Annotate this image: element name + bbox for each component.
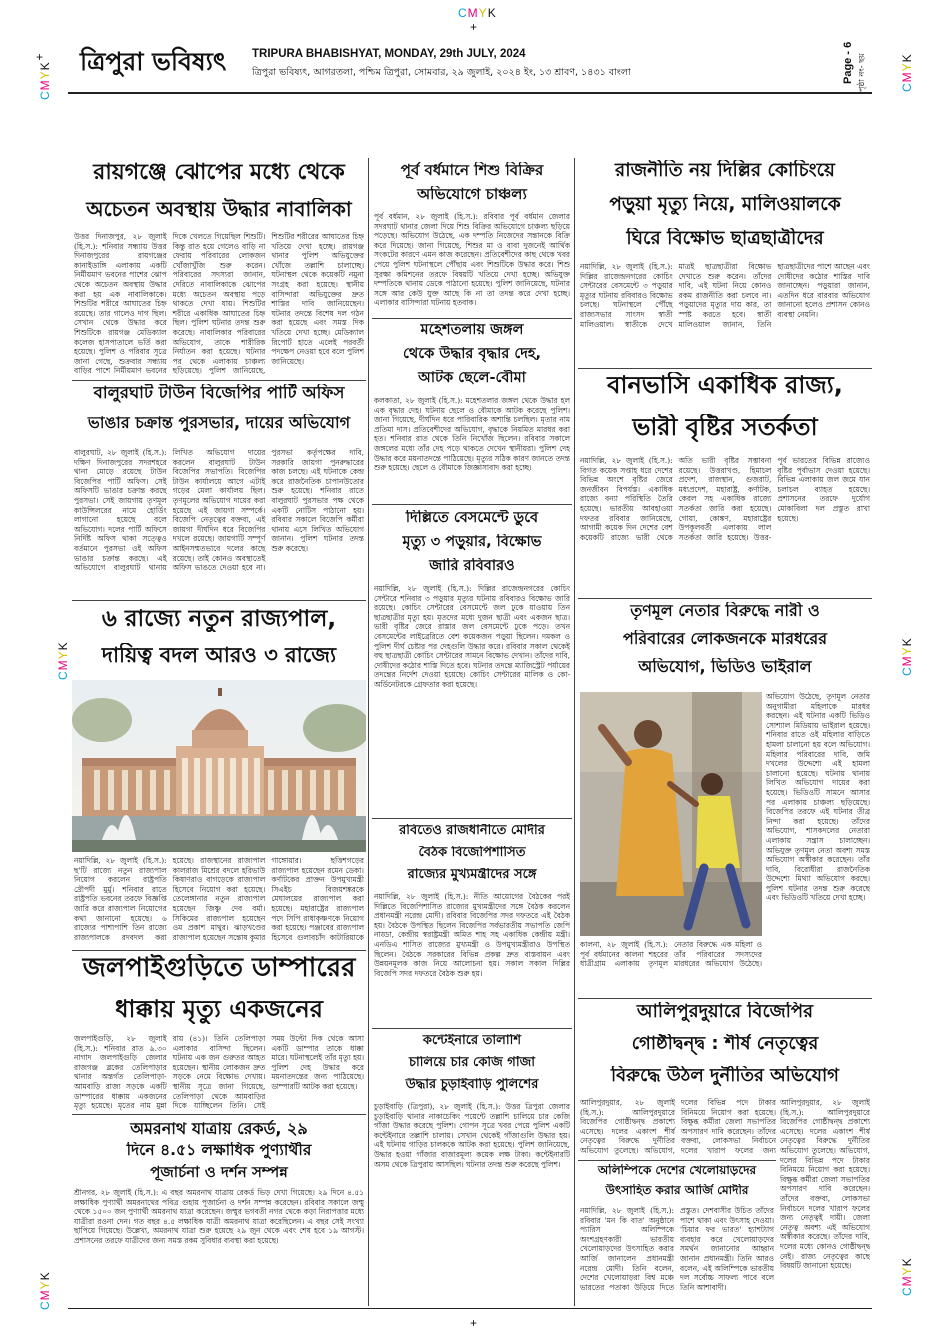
modi-meeting-headline-2: বৈঠক বিজেপিশাসিত	[418, 846, 526, 860]
chudaibari-headline-2: চালিয়ে চার কেজি গাঁজা	[409, 1056, 535, 1070]
governors-body: নয়াদিল্লি, ২৮ জুলাই (হি.স.): ছ'টি রাজ্যে নতুন রাজ্যপাল নিয়োগ করলেন রাষ্ট্রপতি দ্রৌপদী মুর্মু। শনিবার রাতে রাষ্ট্রপতি ভবনের তরফে বিজ্ঞপ্তি জারি করে রাজ্যপাল নিয়োগের কথা জানানো হয়েছে। ৬ রাজ্যের পাশাপাশি তিন রাজ্যে রাজ্যপালকে রদবদল করা হয়েছে। রাজস্থানের রাজ্যপাল কালরাজ মিশ্রের বদলে হরিভাউ কিষাণরাও বাগড়েকে রাজ্যপাল হিসেবে নিয়োগ করা হয়েছে। তেলেঙ্গানার নতুন রাজ্যপাল হয়েছেন জিষ্ণু দেব বর্মা। সিকিমের রাজ্যপাল হয়েছেন ওম প্রকাশ মাথুর। ঝাড়খণ্ডের রাজ্যপাল হয়েছেন সন্তোষ কুমার গাঙ্গোয়ার। ছত্তিশগড়ের রাজ্যপাল হয়েছেন রমেন ডেকা। কর্ণাটকের প্রাক্তন উপমুখ্যমন্ত্রী সিএইচ বিজয়শঙ্করকে মেঘালয়ের রাজ্যপাল করা হয়েছে। মহারাষ্ট্রের রাজ্যপাল পদে সিপি রাধাকৃষ্ণণকে নিয়োগ করা হয়েছে। পঞ্জাবের রাজ্যপাল হিসেবে গুলাবচাঁদ কাটারিয়াকে	[74, 856, 364, 942]
purba-bardhaman-body: পূর্ব বর্ধমান, ২৮ জুলাই (হি.স.): রবিবার পূর্ব বর্ধমান জেলার সদরঘাট থানার জেলা দিয়ে শিশু বিক্রির অভিযোগে চাঞ্চল্য ছড়িয়ে পড়েছে। অভিযোগ উঠেছে, এক দম্পতি নিজেদের সন্তানকে বিক্রি করে দিয়েছে। জানা গিয়েছে, শিশুর মা ও বাবা দুজনেই আর্থিক সংকটের কারণে এমন কাজ করেছেন। প্রতিবেশীদের কাছ থেকে খবর পেয়ে পুলিশ ঘটনাস্থলে পৌঁছায় এবং শিশুটিকে উদ্ধার করে। শিশু সুরক্ষা কমিশনের তরফে বিষয়টি খতিয়ে দেখা হচ্ছে। অভিযুক্ত দম্পতিকে থানায় ডেকে পাঠানো হয়েছে। পুলিশ জানিয়েছে, ঘটনার সঙ্গে আর কেউ যুক্ত আছে কি না তা তদন্ত করে দেখা হচ্ছে। এলাকার বাসিন্দারা ঘটনায় হতবাক।	[374, 212, 570, 308]
purba-bardhaman-divider	[372, 318, 572, 319]
mahesh-divider	[372, 504, 572, 505]
balurghat-headline-1: বালুরঘাট টাউন বিজেপির পার্টি অফিস	[93, 384, 345, 402]
masthead	[80, 40, 880, 90]
page-number-bn: পৃষ্ঠা নং- ছয়	[857, 53, 866, 92]
chudaibari-body: চুড়াইবাড়ি (ত্রিপুরা), ২৮ জুলাই (হি.স.): উত্তর ত্রিপুরা জেলার চুড়াইবাড়ি থানার নাকাচেকিং পয়েন্টে তল্লাশি চালিয়ে চার কেজি গাঁজা উদ্ধার করেছে পুলিশ। গোপন সূত্রে খবর পেয়ে পুলিশ একটি কন্টেইনারে তল্লাশি চালায়। সেখান থেকেই গাঁজাগুলি উদ্ধার হয়। এই ঘটনায় গাড়ির চালককে আটক করা হয়েছে। পুলিশ জানিয়েছে, উদ্ধার হওয়া গাঁজার বাজারমূল্য কয়েক লক্ষ টাকা। কন্টেইনারটি অসম থেকে ত্রিপুরায় আসছিল। ঘটনার তদন্ত শুরু করেছে পুলিশ।	[374, 1102, 570, 1169]
masthead-rule	[68, 92, 872, 94]
registration-mark-left-mid: CMYK	[56, 641, 70, 680]
mahesh-headline-2: থেকে উদ্ধার বৃদ্ধার দেহ,	[402, 346, 541, 362]
delhi-basement-body: নয়াদিল্লি, ২৮ জুলাই (হি.স.): দিল্লির রাজেন্দ্রনগরের কোচিং সেন্টারে শনিবার ৩ পড়ুয়ার মৃত্যুর ঘটনায় রবিবারও বিক্ষোভ জারি রয়েছে। কোচিং সেন্টারের বেসমেন্টে জল ঢুকে যাওয়ায় তিন ছাত্রছাত্রীর মৃত্যু হয়। মৃতদের মধ্যে দুজন ছাত্রী এবং একজন ছাত্র। ভারী বৃষ্টির জেরে রাস্তার জল বেসমেন্টে ঢুকে পড়ে। তখন বেসমেন্টের লাইব্রেরিতে বেশ কয়েকজন পড়ুয়া ছিলেন। দমকল ও পুলিশ দীর্ঘ চেষ্টার পর দেহগুলি উদ্ধার করে। রবিবার সকাল থেকেই বহু ছাত্রছাত্রী কোচিং সেন্টারের সামনে বিক্ষোভ দেখান। তাঁদের দাবি, দোষীদের কঠোর শাস্তি দিতে হবে। ঘটনার তদন্তে ম্যাজিস্ট্রেট পর্যায়ের তদন্তের নির্দেশ দেওয়া হয়েছে। কোচিং সেন্টারের মালিক ও কো-অর্ডিনেটরকে গ্রেফতার করা হয়েছে।	[374, 584, 570, 689]
footer-rule	[68, 1308, 872, 1309]
trinamool-headline-1: তৃণমূল নেতার বিরুদ্ধে নারী ও	[630, 602, 820, 620]
raiganj-divider	[72, 380, 366, 381]
balurghat-divider	[72, 600, 366, 601]
masthead-english-line: TRIPURA BHABISHYAT, MONDAY, 29th JULY, 2024	[252, 48, 526, 60]
purba-bardhaman-headline-2: অভিযোগে চাঞ্চল্য	[417, 186, 527, 203]
modi-meeting-headline-1: রবিতেও রাজধানীতে মোদীর	[399, 824, 545, 838]
viral-video-photo	[580, 692, 762, 936]
viral-video-image	[580, 692, 762, 936]
modi-meeting-body: নয়াদিল্লি, ২৮ জুলাই (হি.স.): নীতি আয়োগের বৈঠকের পরই দিল্লিতে বিজেপিশাসিত রাজ্যের মুখ্যমন্ত্রীদের সঙ্গে বৈঠক করলেন প্রধানমন্ত্রী নরেন্দ্র মোদী। রবিবার বিজেপির সদর দফতরে এই বৈঠক হয়। বৈঠকে উপস্থিত ছিলেন বিজেপির সর্বভারতীয় সভাপতি জেপি নাড্ডা, কেন্দ্রীয় স্বরাষ্ট্রমন্ত্রী অমিত শাহ সহ একাধিক কেন্দ্রীয় মন্ত্রী। এনডিএ শাসিত রাজ্যের মুখ্যমন্ত্রী ও উপমুখ্যমন্ত্রীরাও উপস্থিত ছিলেন। বৈঠকে সরকারের বিভিন্ন প্রকল্প দ্রুত বাস্তবায়ন এবং উন্নয়নমূলক কাজ নিয়ে আলোচনা হয়। সকাল সকাল দিল্লির বিজেপি সদর দফতরে বৈঠক শুরু হয়।	[374, 892, 570, 978]
rajniti-delhi-headline-1: রাজনীতি নয় দিল্লির কোচিংয়ে	[615, 160, 835, 181]
rajniti-delhi-divider	[578, 368, 872, 369]
trinamool-headline-2: পরিবারের লোকজনকে মারধরের	[622, 630, 827, 648]
registration-plus-bottom: +	[470, 1316, 478, 1330]
banabhasi-body: নয়াদিল্লি, ২৮ জুলাই (হি.স.): বিগত কয়েক সপ্তাহ ধরে দেশের বিভিন্ন অংশে বৃষ্টির জেরে জনজীবন বিপর্যস্ত। একাধিক রাজ্যে বন্যা পরিস্থিতি তৈরি হয়েছে। ভারতীয় আবহাওয়া দফতর রবিবার জানিয়েছে, আগামী কয়েক দিন দেশের বেশ কয়েকটি রাজ্যে ভারী থেকে অতি ভারী বৃষ্টির সম্ভাবনা রয়েছে। উত্তরাখণ্ড, হিমাচল প্রদেশ, রাজস্থান, গুজরাট, মধ্যপ্রদেশ, মহারাষ্ট্র, কর্ণাটক, কেরল সহ একাধিক রাজ্যে সতর্কতা জারি করা হয়েছে। গোয়া, কোঙ্কণ, মহারাষ্ট্রের উপকূলবর্তী এলাকায় লাল সতর্কতা জারি হয়েছে। উত্তর-পূর্ব ভারতের বিভিন্ন রাজ্যেও বৃষ্টির পূর্বাভাস দেওয়া হয়েছে। বিভিন্ন এলাকায় জল জমে যান চলাচল ব্যাহত হয়েছে। প্রশাসনের তরফে দুর্যোগ মোকাবিলা দল প্রস্তুত রাখা হয়েছে।	[580, 456, 870, 542]
governors-headline-1: ৬ রাজ্যে নতুন রাজ্যপাল,	[101, 606, 337, 632]
olympic-body: নয়াদিল্লি, ২৮ জুলাই (হি.স.): রবিবার 'মন কি বাত' অনুষ্ঠানে প্যারিস অলিম্পিকে অংশগ্রহণকারী ভারতীয় খেলোয়াড়দের উৎসাহিত করার আর্জি জানালেন প্রধানমন্ত্রী নরেন্দ্র মোদী। তিনি বলেন, দেশের খেলোয়াড়রা বিশ্ব মঞ্চে ভারতের পতাকা উড়িয়ে দিতে প্রস্তুত। দেশবাসীর উচিত তাঁদের পাশে থাকা এবং উৎসাহ দেওয়া। 'চিয়ার ফর ভারত' হ্যাশট্যাগ ব্যবহার করে খেলোয়াড়দের সমর্থন জানানোর আহ্বান জানান প্রধানমন্ত্রী। তিনি আরও বলেন, এই অলিম্পিকে ভারতীয় দল সর্বোচ্চ সাফল্য পাবে বলে তিনি আশাবাদী।	[580, 1206, 774, 1292]
alipurduar-headline-2: গোষ্ঠীদ্বন্দ্ব : শীর্ষ নেতৃত্বের	[631, 1034, 819, 1054]
amarnath-headline-1: অমরনাথ যাত্রায় রেকর্ড, ২৯	[130, 1120, 308, 1138]
banabhasi-divider	[578, 598, 872, 599]
amarnath-headline-2: দিনে ৪.৫১ লক্ষাধিক পুণ্যার্থীর	[126, 1142, 312, 1159]
balurghat-body: বালুরঘাট, ২৮ জুলাই (হি.স.): দক্ষিণ দিনাজপুরের সদরশহরে থানা মোড়ে রয়েছে টাউন বিজেপির পার্টি অফিস। সেই অফিসটি ভাঙার চক্রান্ত করছে পুরসভা। সেই জায়গায় তৃণমূল কাউন্সিলরের নামে হোর্ডিং লাগানো হয়েছে বলে অভিযোগ। দলের পার্টি অফিসে নির্দিষ্ট অফিস থাকা সত্ত্বেও বর্তমানে পুরসভা ওই অফিস ভাঙার চক্রান্ত করছে। এই অভিযোগে বালুরঘাট থানায় লিখিত অভিযোগ দায়ের করলেন বালুরঘাট টাউন বিজেপির সভাপতি। বিজেপির টাউন কার্যালয়ে আগে এটাই গড়ের মেলা কার্যালয় ছিল। তৃণমূলের অভিযোগ দায়ের করা হয়েছে এই জায়গা সম্পর্কে। বিজেপি নেতৃত্বের বক্তব্য, এই জায়গা দীর্ঘদিন ধরে বিজেপির দখলে রয়েছে। জায়গাটি সম্পূর্ণ আইনসম্মতভাবে দলের কাছে রয়েছে। তাই কোনও অবস্থাতেই অফিস ভাঙতে দেওয়া হবে না। পুরসভা কর্তৃপক্ষের দাবি, সরকারি জায়গা পুনরুদ্ধারের কাজ চলছে। এই ঘটনাকে কেন্দ্র করে রাজনৈতিক চাপানউতোর শুরু হয়েছে। শনিবার রাতে বালুরঘাট পুরসভার পক্ষ থেকে একটি নোটিস পাঠানো হয়। রবিবার সকালে বিজেপি কর্মীরা থানায় এসে লিখিত অভিযোগ জানান। পুলিশ ঘটনার তদন্ত শুরু করেছে।	[74, 448, 364, 573]
chudaibari-headline-1: কন্টেইনারে তালাশি	[422, 1034, 522, 1048]
jalpaiguri-body: জলপাইগুড়ি, ২৮ জুলাই (হি.স.): শনিবার রাত ৯.৩০ নাগাদ জলপাইগুড়ি জেলার রাজগঞ্জ ব্লকের তেলিপাড়ার থানার অন্তর্গত তেলিপাড়া-আমবাড়ি রাজ্য সড়কে একটি ডাম্পারের ধাক্কায় একজনের মৃত্যু হয়েছে। মৃতের নাম মুন্না রায় (৪১)। তিনি তেলিপাড়া এলাকার বাসিন্দা ছিলেন। ঘটনায় এক জন গুরুতর আহত হয়েছেন। স্থানীয় লোকজন দ্রুত সড়কে নেমে বিক্ষোভ দেখায়। স্থানীয় সূত্রে জানা গিয়েছে, তেলিপাড়া থেকে আমবাড়ির দিকে যাচ্ছিলেন তিনি। সেই সময় উল্টো দিক থেকে আসা একটি ডাম্পার তাকে ধাক্কা মারে। ঘটনাস্থলেই তাঁর মৃত্যু হয়। পুলিশ দেহ উদ্ধার করে ময়নাতদন্তের জন্য পাঠিয়েছে। ডাম্পারটি আটক করা হয়েছে।	[74, 1034, 364, 1111]
modi-meeting-headline-3: রাজ্যের মুখ্যমন্ত্রীদের সঙ্গে	[407, 868, 537, 882]
alipurduar-body-left: আলিপুরদুয়ার, ২৮ জুলাই (হি.স.): আলিপুরদুয়ারে বিজেপির গোষ্ঠীদ্বন্দ্ব প্রকাশ্যে এসেছে। দলের একাংশ শীর্ষ নেতৃত্বের বিরুদ্ধে দুর্নীতির অভিযোগ তুলেছে। অভিযোগ, দলের বিভিন্ন পদে টাকার বিনিময়ে নিয়োগ করা হয়েছে। বিক্ষুব্ধ কর্মীরা জেলা সভাপতির অপসারণ দাবি করেছেন। তাঁদের বক্তব্য, লোকসভা নির্বাচনে দলের খারাপ ফলের জন্য	[580, 1098, 776, 1155]
olympic-divider	[578, 1160, 776, 1161]
delhi-basement-headline-1: দিল্লিতে বেসমেন্টে ডুবে	[405, 510, 539, 526]
alipurduar-body-right-text: আলিপুরদুয়ার, ২৮ জুলাই (হি.স.): আলিপুরদুয়ারে বিজেপির গোষ্ঠীদ্বন্দ্ব প্রকাশ্যে এসেছে। দলের একাংশ শীর্ষ নেতৃত্বের বিরুদ্ধে দুর্নীতির অভিযোগ তুলেছে। অভিযোগ, দলের বিভিন্ন পদে টাকার বিনিময়ে নিয়োগ করা হয়েছে। বিক্ষুব্ধ কর্মীরা জেলা সভাপতির অপসারণ দাবি করেছেন। তাঁদের বক্তব্য, লোকসভা নির্বাচনে দলের খারাপ ফলের জন্য নেতৃত্বই দায়ী। জেলা নেতৃত্ব অবশ্য এই অভিযোগ অস্বীকার করেছে। তাঁদের দাবি, দলের মধ্যে কোনও গোষ্ঠীদ্বন্দ্ব নেই। রাজ্য নেতৃত্বের কাছে বিষয়টি জানানো হয়েছে।	[780, 1098, 870, 1271]
trinamool-headline-3: অভিযোগ, ভিডিও ভাইরাল	[638, 658, 812, 676]
amarnath-headline-3: পূজার্চনা ও দর্শন সম্পন্ন	[150, 1164, 288, 1181]
raiganj-body: উত্তর দিনাজপুর, ২৮ জুলাই (হি.স.): শনিবার সন্ধ্যায় উত্তর দিনাজপুরের রায়গঞ্জের কানাইডাঙ্গি এলাকায় একটি নির্মীয়মাণ ভবনের পাশের ঝোপ থেকে অচেতন অবস্থায় উদ্ধার করা হয় এক নাবালিকাকে। শিশুটির শরীরে আঘাতের চিহ্ন রয়েছে। তার গালেও দাগ ছিল। সেখান থেকে উদ্ধার করে শিশুটিকে রায়গঞ্জ মেডিক্যাল কলেজ হাসপাতালে ভর্তি করা হয়েছে। পুলিশ ও পরিবার সূত্রে জানা গেছে, শুক্রবার সন্ধ্যায় বাড়ির পাশে নির্মীয়মাণ ভবনের দিকে খেলতে গিয়েছিল শিশুটি। কিন্তু রাত হয়ে গেলেও বাড়ি না ফেরায় পরিবারের লোকজন খোঁজাখুঁজি শুরু করেন। পরিবারের সদস্যরা জানান, দেরিতে নাবালিকাকে ঝোপের মধ্যে অচেতন অবস্থায় পড়ে থাকতে দেখা যায়। শিশুটির শরীরে একাধিক আঘাতের চিহ্ন ছিল। পুলিশ ঘটনার তদন্ত শুরু করেছে। নাবালিকার পরিবারের অভিযোগ, তাকে শারীরিক নির্যাতন করা হয়েছে। ঘটনার পর থেকে এলাকায় চাঞ্চল্য ছড়িয়েছে। পুলিশ জানিয়েছে, শিশুটির শরীরের আঘাতের চিহ্ন খতিয়ে দেখা হচ্ছে। রায়গঞ্জ থানার পুলিশ অভিযুক্তের খোঁজে তল্লাশি চালাচ্ছে। ঘটনাস্থল থেকে কয়েকটি নমুনা সংগ্রহ করা হয়েছে। স্থানীয় বাসিন্দারা অভিযুক্তের দ্রুত শাস্তির দাবি জানিয়েছেন। ঘটনার তদন্তে বিশেষ দল গঠন করা হয়েছে এবং সমস্ত দিক খতিয়ে দেখা হচ্ছে। মেডিক্যাল রিপোর্ট হাতে এলেই পরবর্তী পদক্ষেপ নেওয়া হবে বলে পুলিশ জানিয়েছে।	[74, 232, 364, 376]
jalpaiguri-divider	[72, 1114, 366, 1115]
rajniti-delhi-headline-2: পড়ুয়া মৃত্যু নিয়ে, মালিওয়ালকে	[609, 194, 841, 215]
delhi-basement-headline-3: জারি রবিবারও	[429, 558, 515, 574]
alipurduar-body-right	[780, 1098, 870, 1304]
alipurduar-headline-1: আলিপুরদুয়ারে বিজেপির	[636, 1002, 814, 1022]
masthead-bengali-line: ত্রিপুরা ভবিষ্যৎ, আগরতলা, পশ্চিম ত্রিপুরা, সোমবার, ২৯ জুলাই, ২০২৪ ইং, ১৩ শ্রাবণ, ১৪৩১ বাংলা	[252, 67, 631, 78]
alipurduar-headline-3: বিরুদ্ধে উঠল দুর্নীতির অভিযোগ	[611, 1066, 839, 1086]
jalpaiguri-headline-1: জলপাইগুড়িতে ডাম্পারের	[82, 954, 356, 983]
registration-plus-top: +	[470, 20, 478, 34]
rajniti-delhi-headline-3: ঘিরে বিক্ষোভ ছাত্রছাত্রীদের	[626, 228, 824, 249]
registration-mark-left-top: CMYK	[38, 61, 52, 100]
delhi-basement-headline-2: মৃত্যু ৩ পড়ুয়ার, বিক্ষোভ	[402, 534, 542, 550]
olympic-headline-2: উৎসাহিত করার আর্জি মোদীর	[605, 1184, 749, 1197]
trinamool-divider	[578, 998, 872, 999]
registration-plus-left: +	[36, 50, 44, 64]
page-number-en: Page - 6	[842, 41, 854, 84]
rashtrapati-bhavan-photo	[72, 680, 366, 852]
rajniti-delhi-body: নয়াদিল্লি, ২৮ জুলাই (হি.স.): দিল্লির রাজেন্দ্রনগরের কোচিং সেন্টারের বেসমেন্টে ৩ পড়ুয়ার মৃত্যুর ঘটনায় রবিবারও বিক্ষোভ চলছে। ঘটনাস্থলে পৌঁছে রাজ্যসভার সাংসদ স্বাতী মালিওয়াল। স্বাতীকে দেখে মাত্রই ছাত্রছাত্রীরা বিক্ষোভ দেখাতে শুরু করেন। তাঁদের দাবি, এই ঘটনা নিয়ে কোনও রকম রাজনীতি করা চলবে না। পড়ুয়াদের মৃত্যুর দায় কার, তা স্পষ্ট করতে হবে। স্বাতী মালিওয়াল জানান, তিনি ছাত্রছাত্রীদের পাশে আছেন এবং দোষীদের কঠোর শাস্তির দাবি জানাচ্ছেন। পড়ুয়ারা জানান, এতদিন ধরে বারবার অভিযোগ জানানো হলেও প্রশাসন কোনও ব্যবস্থা নেয়নি।	[580, 262, 870, 329]
mahesh-body: কলকাতা, ২৮ জুলাই (হি.স.): মহেশতলার জঙ্গল থেকে উদ্ধার হল এক বৃদ্ধার দেহ। ঘটনায় ছেলে ও বৌমাকে আটক করেছে পুলিশ। জানা গিয়েছে, দীর্ঘদিন ধরে পারিবারিক অশান্তি চলছিল। মৃতার নাম প্রতিমা দাস। প্রতিবেশীদের অভিযোগ, বৃদ্ধাকে নিয়মিত মারধর করা হত। শনিবার রাত থেকে তিনি নিখোঁজ ছিলেন। রবিবার সকালে জঙ্গলের মধ্যে তাঁর দেহ পড়ে থাকতে দেখেন স্থানীয়রা। পুলিশ দেহ উদ্ধার করে ময়নাতদন্তে পাঠিয়েছে। মৃত্যুর সঠিক কারণ জানতে তদন্ত শুরু হয়েছে। ছেলে ও বৌমাকে জিজ্ঞাসাবাদ করা হচ্ছে।	[374, 396, 570, 473]
purba-bardhaman-headline-1: পূর্ব বর্ধমানে শিশু বিক্রির	[400, 162, 544, 179]
banabhasi-headline-1: বানভাসি একাধিক রাজ্য,	[607, 372, 843, 399]
rashtrapati-bhavan-image	[72, 680, 366, 852]
governors-headline-2: দায়িত্ব বদল আরও ৩ রাজ্যে	[101, 643, 337, 667]
chudaibari-headline-3: উদ্ধার চুড়াইবাড়ি পুলিশের	[405, 1078, 539, 1092]
raiganj-headline-2: অচেতন অবস্থায় উদ্ধার নাবালিকা	[86, 198, 352, 221]
mahesh-headline-3: আটক ছেলে-বৌমা	[418, 370, 526, 386]
jalpaiguri-headline-2: ধাক্কায় মৃত্যু একজনের	[115, 996, 323, 1023]
raiganj-headline-1: রায়গঞ্জে ঝোপের মধ্যে থেকে	[93, 160, 345, 185]
registration-mark-right-top: CMYK	[900, 53, 914, 92]
registration-mark-right-bottom: CMYK	[900, 1257, 914, 1296]
olympic-headline-1: অলিম্পিকে দেশের খেলোয়াড়দের	[597, 1164, 757, 1177]
registration-mark-left-bottom: CMYK	[38, 1271, 52, 1310]
registration-mark-top: CMYK	[458, 6, 497, 20]
registration-mark-right-mid: CMYK	[900, 637, 914, 676]
balurghat-headline-2: ভাঙার চক্রান্ত পুরসভার, দায়ের অভিযোগ	[87, 414, 351, 432]
governors-divider	[72, 950, 366, 951]
modi-meeting-divider	[372, 1028, 572, 1029]
column-rule-1	[368, 158, 369, 1306]
column-rule-2	[574, 158, 575, 1306]
trinamool-body: অভিযোগ উঠেছে, তৃণমূল নেতার অনুগামীরা মহিলাকে মারধর করছেন। এই ঘটনার একটি ভিডিও সোশ্যাল মিডিয়ায় ভাইরাল হয়েছে। শনিবার রাতে ওই মহিলার বাড়িতে হামলা চালানো হয় বলে অভিযোগ। মহিলার পরিবারের দাবি, জমি দখলের উদ্দেশ্যে এই হামলা চালানো হয়েছে। ঘটনায় থানায় লিখিত অভিযোগ দায়ের করা হয়েছে। ভিডিওটি সামনে আসার পর এলাকায় চাঞ্চল্য ছড়িয়েছে। বিজেপির তরফে এই ঘটনার তীব্র নিন্দা করা হয়েছে। তাঁদের অভিযোগ, শাসকদলের নেতারা এলাকায় সন্ত্রাস চালাচ্ছেন। অভিযুক্ত তৃণমূল নেতা অবশ্য সমস্ত অভিযোগ অস্বীকার করেছেন। তাঁর দাবি, বিরোধীরা রাজনৈতিক উদ্দেশ্যে মিথ্যা অভিযোগ করছে। পুলিশ ঘটনার তদন্ত শুরু করেছে এবং ভিডিওটি খতিয়ে দেখা হচ্ছে।	[766, 692, 870, 903]
trinamool-caption-body: কালনা, ২৮ জুলাই (হি.স.): পূর্ব বর্ধমানের কালনা শহরের ধাত্রীগ্রাম এলাকায় তৃণমূল নেতার বিরুদ্ধে এক মহিলা ও তাঁর পরিবারের সদস্যদের মারধরের অভিযোগ উঠেছে।	[580, 940, 762, 969]
delhi-basement-divider	[372, 818, 572, 819]
mahesh-headline-1: মহেশতলায় জঙ্গল	[420, 322, 524, 338]
amarnath-body: শ্রীনগর, ২৮ জুলাই (হি.স.): এ বছর অমরনাথ যাত্রায় রেকর্ড ভিড় দেখা গিয়েছে। ২৯ দিনে ৪.৫১ লক্ষাধিক পুণ্যার্থী অমরনাথের পবিত্র গুহায় পূজার্চনা ও দর্শন সম্পন্ন করেছেন। রবিবার সকালে জম্মু থেকে ১৫০০ জন পুণ্যার্থী অমরনাথ যাত্রা করেছেন। জম্মুর ভগবতী নগর থেকে কড়া নিরাপত্তার মধ্যে যাত্রীরা রওনা দেন। গত বছর ৪.৫ লক্ষাধিক যাত্রী অমরনাথ যাত্রা করেছিলেন। এ বছর সেই সংখ্যা ছাপিয়ে গিয়েছে। উল্লেখ্য, অমরনাথ যাত্রা শুরু হয়েছে ২৯ জুন থেকে এবং শেষ হবে ১৯ আগস্ট। প্রশাসনের তরফে যাত্রীদের জন্য সমস্ত রকম সুবিধার ব্যবস্থা করা হয়েছে।	[74, 1188, 364, 1245]
masthead-logo: ত্রিপুরা ভবিষ্যৎ	[80, 47, 227, 76]
banabhasi-headline-2: ভারী বৃষ্টির সতর্কতা	[632, 414, 818, 441]
